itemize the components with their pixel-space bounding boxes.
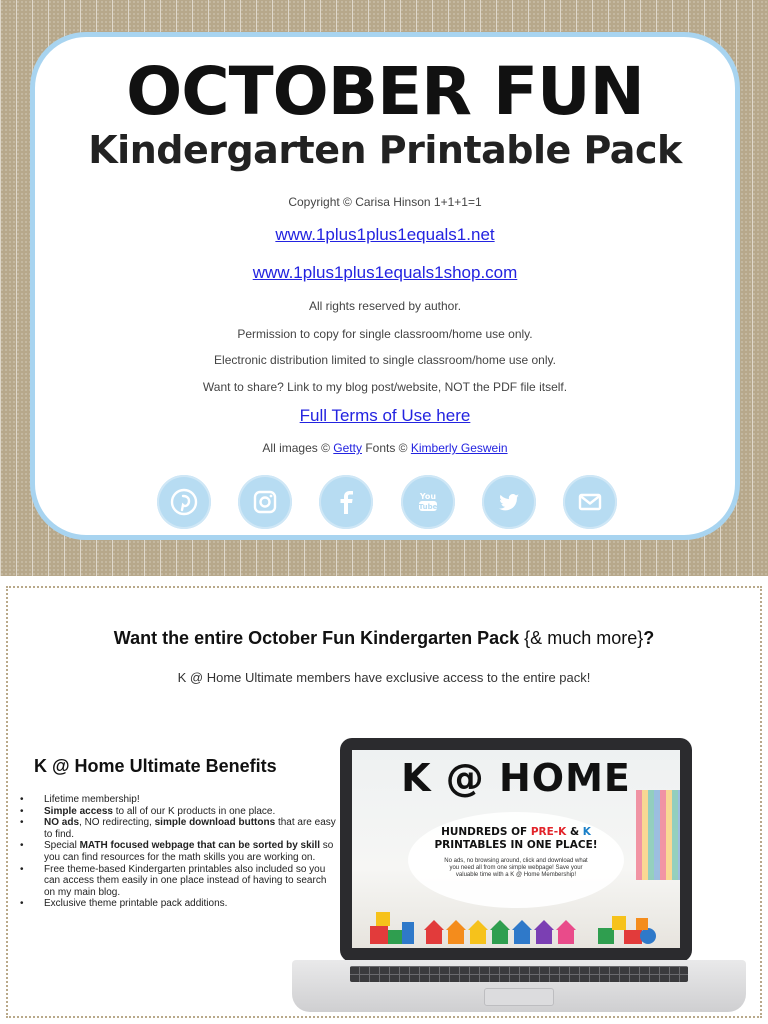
list-item: • Special MATH focused webpage that can be sorted by skill so you can find resources for the math skills you are working on. — [20, 840, 336, 863]
distribution-text: Electronic distribution limited to single classroom/home use only. — [214, 353, 556, 367]
list-item: • NO ads, NO redirecting, simple download buttons that are easy to find. — [20, 817, 336, 840]
terms-link[interactable]: Full Terms of Use here — [299, 406, 471, 425]
laptop-keyboard — [350, 966, 688, 982]
screen-headline: HUNDREDS OF PRE-K & K PRINTABLES IN ONE PLACE! — [434, 826, 598, 851]
kimberly-geswein-link[interactable]: Kimberly Geswein — [410, 441, 508, 455]
rights-text: All rights reserved by author. — [308, 299, 462, 313]
svg-text:You: You — [419, 492, 436, 501]
promo-title-bold: Want the entire October Fun Kindergarten Pack — [113, 628, 520, 648]
instagram-icon[interactable] — [238, 475, 292, 529]
toy-blocks-image — [366, 900, 666, 946]
title-card — [30, 32, 740, 540]
promo-title — [8, 628, 760, 649]
list-item: • Free theme-based Kindergarten printables also included so you can access them easily in one place instead of having to search on my main blog. — [20, 864, 336, 899]
twitter-icon[interactable] — [482, 475, 536, 529]
promo-subtitle: K @ Home Ultimate members have exclusive access to the entire pack! — [177, 670, 591, 685]
email-icon[interactable] — [563, 475, 617, 529]
fonts-credit-label: Fonts © — [365, 441, 408, 455]
toy-shelf-image — [636, 790, 680, 880]
laptop-trackpad — [484, 988, 554, 1006]
laptop-screen — [352, 750, 680, 948]
page-subtitle: Kindergarten Printable Pack — [88, 128, 682, 172]
pinterest-icon[interactable] — [157, 475, 211, 529]
share-text: Want to share? Link to my blog post/website, NOT the PDF file itself. — [202, 380, 568, 394]
shop-link[interactable]: www.1plus1plus1equals1shop.com — [252, 263, 518, 282]
social-icons — [157, 475, 617, 531]
youtube-icon[interactable] — [401, 475, 455, 529]
page-title: OCTOBER FUN — [126, 53, 644, 130]
blog-link[interactable]: www.1plus1plus1equals1.net — [275, 225, 495, 244]
facebook-icon[interactable] — [319, 475, 373, 529]
getty-link[interactable]: Getty — [333, 441, 362, 455]
list-item: • Lifetime membership! — [20, 794, 336, 806]
benefits-title: K @ Home Ultimate Benefits — [34, 756, 277, 776]
credits-line — [35, 441, 735, 455]
promo-section — [6, 586, 762, 1018]
laptop-image — [284, 738, 754, 1018]
permission-text: Permission to copy for single classroom/home use only. — [237, 327, 533, 341]
screen-title: K @ HOME — [401, 756, 631, 800]
screen-small-text: No ads, no browsing around, click and download what you need all from one simple webpage! Save your valuable time with a K @ Home Membership! — [444, 858, 588, 878]
laptop-base — [292, 960, 746, 1012]
copyright-text: Copyright © Carisa Hinson 1+1+1=1 — [288, 195, 482, 209]
laptop-lid — [340, 738, 692, 962]
promo-title-end: ? — [643, 628, 655, 648]
list-item: • Simple access to all of our K products in one place. — [20, 806, 336, 818]
images-credit-label: All images © — [262, 441, 330, 455]
promo-title-light: {& much more} — [524, 628, 644, 648]
list-item: • Exclusive theme printable pack additions. — [20, 898, 336, 910]
svg-text:Tube: Tube — [418, 503, 437, 511]
